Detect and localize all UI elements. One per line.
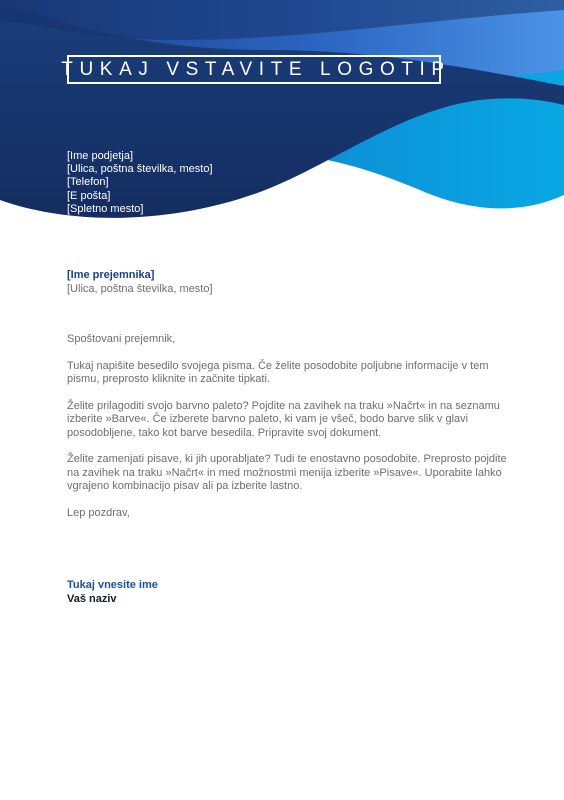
signature-block: [67, 578, 158, 606]
recipient-name[interactable]: [Ime prejemnika]: [67, 269, 155, 281]
sender-website[interactable]: [Spletno mesto]: [67, 202, 144, 215]
recipient-block: [67, 268, 213, 296]
signature-name[interactable]: Tukaj vnesite ime: [67, 579, 158, 591]
closing[interactable]: Lep pozdrav,: [67, 506, 130, 519]
recipient-address[interactable]: [Ulica, poštna številka, mesto]: [67, 283, 213, 295]
letter-paragraph-3[interactable]: Želite zamenjati pisave, ki jih uporabljate? Tudi te enostavno posodobite. Preprosto pojdite na zavihek na traku »Načrt« in med možnostmi menija izberite »Pisave«. Uporabite lahko vgrajeno kombinacijo pisav ali pa izberite lastno.: [67, 453, 507, 493]
letter-paragraph-1[interactable]: Tukaj napišite besedilo svojega pisma. Če želite posodobite poljubne informacije v tem pismu, preprosto kliknite in začnite tipkati.: [67, 359, 489, 386]
sender-phone[interactable]: [Telefon]: [67, 176, 109, 189]
letter-body: [67, 333, 507, 534]
sender-info: [67, 150, 213, 216]
logo-placeholder[interactable]: [61, 55, 451, 84]
salutation[interactable]: Spoštovani prejemnik,: [67, 333, 176, 345]
signature-title[interactable]: Vaš naziv: [67, 593, 117, 605]
sender-address[interactable]: [Ulica, poštna številka, mesto]: [67, 163, 213, 176]
letter-paragraph-2[interactable]: Želite prilagoditi svojo barvno paleto? Pojdite na zavihek na traku »Načrt« in na seznamu izberite »Barve«. Če izberete barvno paleto, ki vam je všeč, bodo barve slik v glavi posodobljene, tako kot barve besedila. Pripravite svoj dokument.: [67, 399, 500, 439]
logo-text: TUKAJ VSTAVITE LOGOTIP: [61, 58, 451, 80]
sender-company[interactable]: [Ime podjetja]: [67, 150, 134, 162]
sender-email[interactable]: [E pošta]: [67, 189, 111, 202]
